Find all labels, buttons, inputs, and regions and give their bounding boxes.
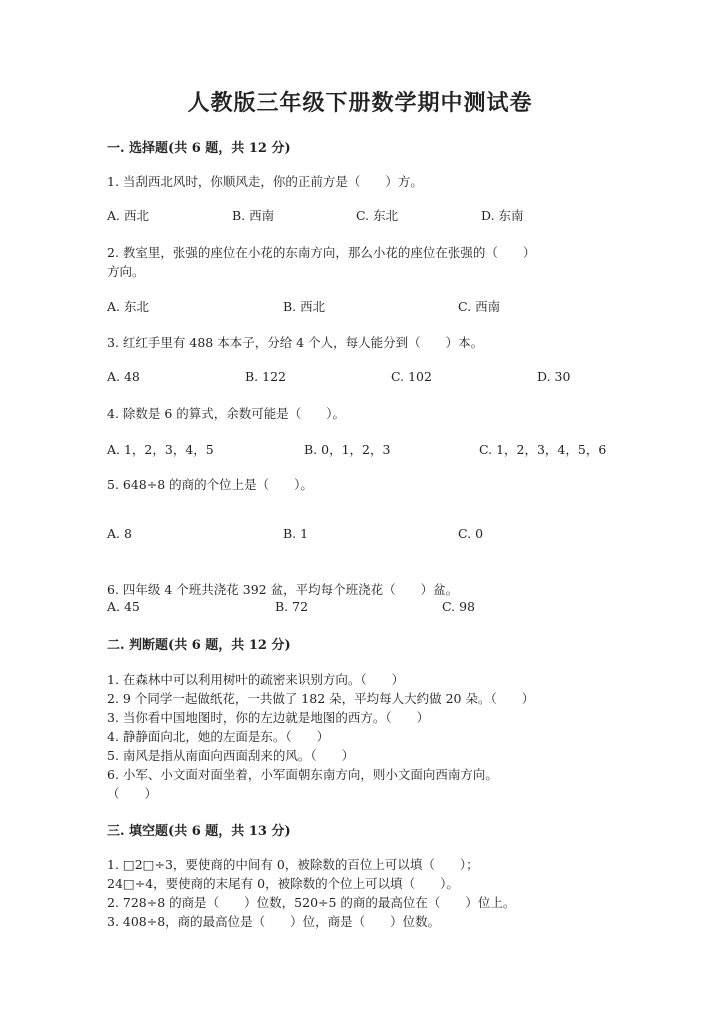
option: A. 48: [107, 369, 140, 384]
question-text: 3. 红红手里有 488 本本子，分给 4 个人，每人能分到（ ）本。: [107, 335, 484, 350]
statement-line: 6. 小军、小文面对面坐着，小军面朝东南方向，则小文面向西南方向。: [107, 767, 498, 782]
option: C. 西南: [458, 299, 501, 314]
section-heading-judgement: 二. 判断题(共 6 题，共 12 分): [107, 638, 291, 653]
option: C. 1，2，3，4，5，6: [479, 442, 607, 457]
option: B. 0，1，2，3: [304, 442, 391, 457]
statement-line: 4. 静静面向北，她的左面是东。（ ）: [107, 729, 330, 744]
statement-line: （ ）: [107, 786, 158, 801]
option: C. 102: [391, 369, 432, 384]
option: B. 72: [275, 599, 309, 614]
question-text: 1. 当刮西北风时，你顺风走，你的正前方是（ ）方。: [107, 174, 423, 189]
section-heading-fill-in: 三. 填空题(共 6 题，共 13 分): [107, 824, 291, 839]
option: C. 0: [458, 526, 484, 541]
option: A. 西北: [107, 208, 149, 223]
statement-line: 1. 在森林中可以利用树叶的疏密来识别方向。（ ）: [107, 672, 405, 687]
option: B. 西北: [283, 299, 326, 314]
statement-line: 3. 当你看中国地图时，你的左边就是地图的西方。（ ）: [107, 710, 430, 725]
option: D. 30: [537, 369, 571, 384]
option: C. 东北: [356, 208, 399, 223]
option: A. 45: [107, 599, 140, 614]
question-text: 4. 除数是 6 的算式，余数可能是（ ）。: [107, 406, 346, 421]
statement-line: 5. 南风是指从南面向西面刮来的风。（ ）: [107, 748, 355, 763]
fill-line: 2. 728÷8 的商是（ ）位数，520÷5 的商的最高位在（ ）位上。: [107, 895, 516, 910]
option: D. 东南: [481, 208, 524, 223]
section-heading-choice: 一. 选择题(共 6 题，共 12 分): [107, 141, 291, 156]
question-text: 2. 教室里，张强的座位在小花的东南方向，那么小花的座位在张强的（ ）: [107, 245, 536, 260]
fill-line: 1. □2□÷3，要使商的中间有 0，被除数的百位上可以填（ ）；: [107, 857, 479, 872]
option: B. 122: [245, 369, 286, 384]
page-title: 人教版三年级下册数学期中测试卷: [187, 90, 533, 116]
question-text-continued: 方向。: [107, 264, 145, 279]
option: A. 8: [107, 526, 132, 541]
fill-line: 3. 408÷8，商的最高位是（ ）位，商是（ ）位数。: [107, 914, 441, 929]
fill-line: 24□÷4，要使商的末尾有 0，被除数的个位上可以填（ ）。: [107, 876, 459, 891]
statement-line: 2. 9 个同学一起做纸花，一共做了 182 朵，平均每人大约做 20 朵。（ ）: [107, 691, 535, 706]
option: B. 西南: [232, 208, 275, 223]
option: A. 东北: [107, 299, 149, 314]
question-text: 6. 四年级 4 个班共浇花 392 盆，平均每个班浇花（ ）盆。: [107, 582, 459, 597]
option: C. 98: [442, 599, 475, 614]
option: A. 1，2，3，4，5: [107, 442, 214, 457]
question-text: 5. 648÷8 的商的个位上是（ ）。: [107, 477, 313, 492]
option: B. 1: [283, 526, 309, 541]
